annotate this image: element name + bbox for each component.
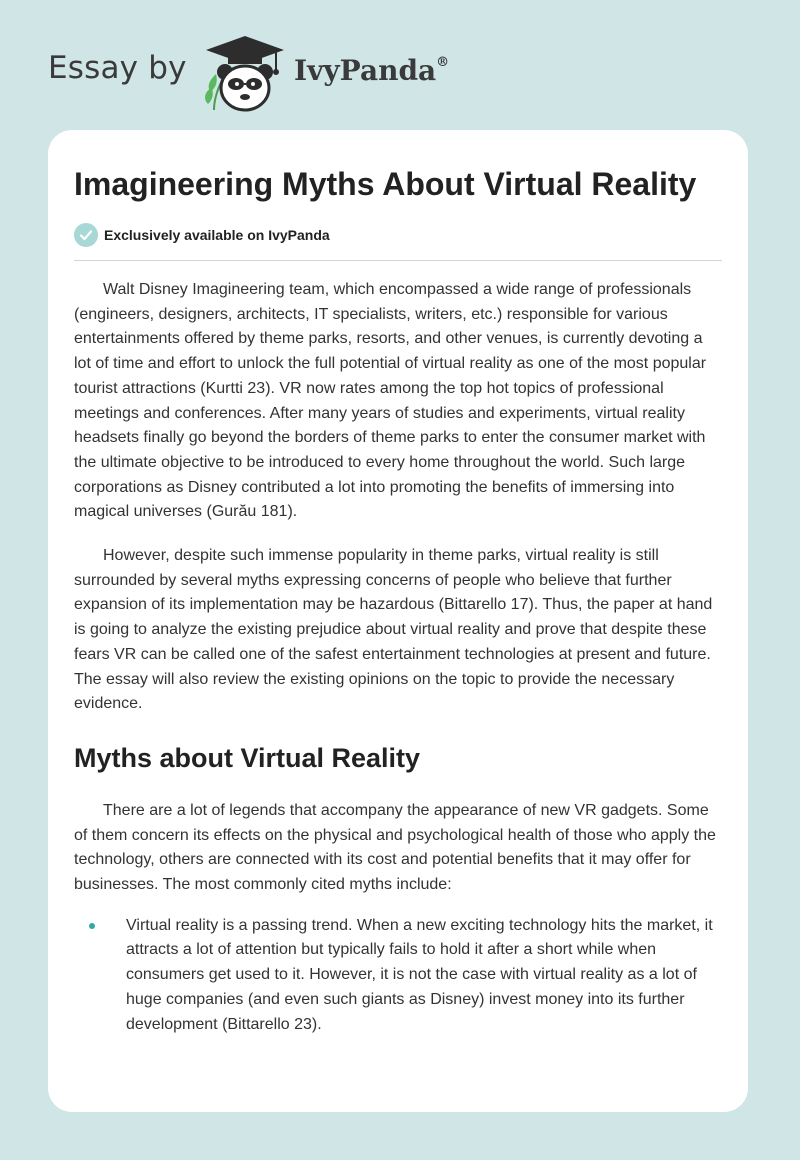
paragraph-1: Walt Disney Imagineering team, which encompassed a wide range of professionals (engineers, designers, architects, IT specialists, writers, etc.) responsible for various entertainments offered by theme parks, resorts, and other venues, is currently devoting a lot of time and effort to unlock the full potential of virtual reality as one of the most popular tourist attractions (Kurtti 23). VR now rates among the top hot topics of professional meetings and conferences. After many years of studies and experiments, virtual reality headsets finally go beyond the borders of theme parks to enter the consumer market with the ultimate objective to be introduced to every home throughout the world. Such large corporations as Disney contributed a lot into promoting the benefits of immersing into magical universes (Gurău 181). [74,281,707,521]
panda-graduate-icon[interactable] [202,34,288,114]
list-item [74,914,722,1038]
list-item-text: Virtual reality is a passing trend. When a new exciting technology hits the market, it attracts a lot of attention but typically fails to hold it after a short while when consumers get used to it. However, it is not the case with virtual reality as a lot of huge companies (and even such giants as Disney) invest money into its further development (Bittarello 23). [126,916,713,1033]
essay-card [48,130,748,1112]
bullet-icon [89,923,95,929]
site-header [48,32,508,112]
badge-text: Exclusively available on IvyPanda [104,227,330,243]
brand-name[interactable]: IvyPanda® [294,54,450,87]
divider [74,260,722,261]
paragraph-2: However, despite such immense popularity in theme parks, virtual reality is still surrounded by several myths expressing concerns of people who believe that further expansion of its implementation may be hazardous (Bittarello 17). Thus, the paper at hand is going to analyze the existing prejudice about virtual reality and prove that despite these fears VR can be called one of the safest entertainment technologies at present and future. The essay will also review the existing opinions on the topic to provide the necessary evidence. [74,547,713,713]
essay-content [74,164,722,1037]
section-heading: Myths about Virtual Reality [74,742,421,773]
exclusive-badge [74,223,722,247]
registered-mark: ® [436,54,450,70]
brand-prefix: Essay by [48,50,187,86]
essay-title: Imagineering Myths About Virtual Reality [74,166,697,202]
myths-list [74,914,722,1038]
section-paragraph: There are a lot of legends that accompany the appearance of new VR gadgets. Some of them concern its effects on the physical and psychological health of those who apply the technology, others are connected with its cost and potential benefits that it may offer for businesses. The most commonly cited myths include: [74,801,716,894]
check-circle-icon [74,223,98,247]
